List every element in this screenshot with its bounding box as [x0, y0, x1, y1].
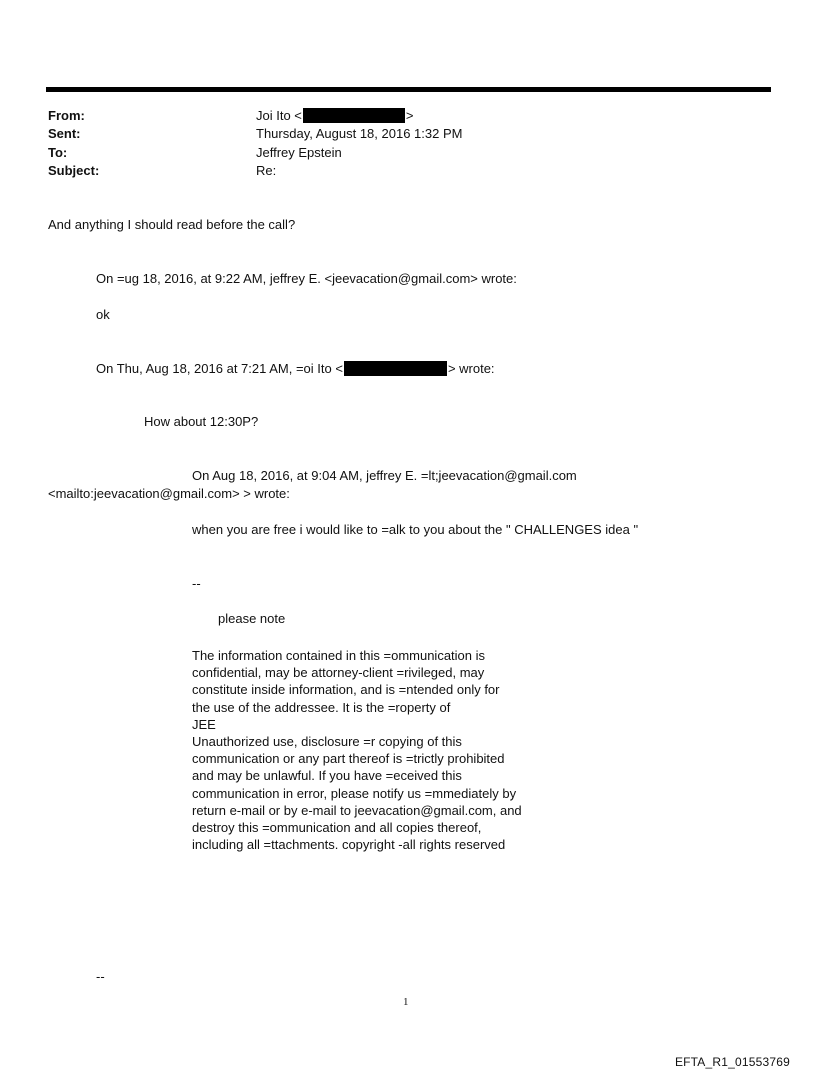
document-id: EFTA_R1_01553769 — [674, 1055, 790, 1069]
notice-line: destroy this =ommunication and all copies thereof, — [192, 820, 482, 836]
from-label: From: — [48, 108, 85, 123]
notice-line: communication or any part thereof is =trictly prohibited — [192, 751, 505, 767]
subject-label: Subject: — [48, 163, 100, 178]
quote2-intro — [96, 360, 495, 377]
quote3-intro-line1: On Aug 18, 2016, at 9:04 AM, jeffrey E. =lt;jeevacation@gmail.com — [192, 468, 577, 483]
from-bracket: > — [405, 108, 414, 123]
quote1-text: ok — [96, 307, 110, 322]
sent-value: Thursday, August 18, 2016 1:32 PM — [256, 126, 463, 141]
notice-line: the use of the addressee. It is the =roperty of — [192, 699, 451, 715]
page-number: 1 — [403, 996, 409, 1008]
signature-dash: -- — [192, 576, 201, 591]
quote3-text: when you are free i would like to =alk to you about the " CHALLENGES idea " — [192, 522, 639, 537]
redaction-box — [303, 108, 405, 123]
notice-line: The information contained in this =ommunication is — [192, 648, 486, 663]
redaction-box — [344, 361, 447, 376]
end-dash: -- — [96, 969, 105, 984]
please-note: please note — [218, 611, 286, 626]
quote2-intro-end: > wrote: — [447, 361, 495, 376]
subject-value: Re: — [256, 163, 277, 178]
notice-line: confidential, may be attorney-client =rivileged, may — [192, 665, 485, 681]
to-label: To: — [48, 145, 68, 160]
quote2-text: How about 12:30P? — [144, 414, 259, 429]
notice-line: including all =ttachments. copyright -all rights reserved — [192, 837, 506, 853]
body-line-1: And anything I should read before the call? — [48, 217, 296, 232]
from-value — [256, 107, 413, 124]
header-rule — [46, 87, 771, 92]
notice-line: Unauthorized use, disclosure =r copying of this — [192, 734, 462, 750]
notice-line: communication in error, please notify us =mmediately by — [192, 785, 517, 801]
to-value: Jeffrey Epstein — [256, 145, 342, 160]
notice-line: constitute inside information, and is =ntended only for — [192, 682, 500, 698]
from-name: Joi Ito < — [256, 108, 302, 123]
notice-line: return e-mail or by e-mail to jeevacation@gmail.com, and — [192, 802, 522, 818]
notice-line: JEE — [192, 716, 216, 732]
notice-line: and may be unlawful. If you have =eceived this — [192, 768, 462, 784]
confidentiality-notice — [192, 647, 522, 853]
sent-label: Sent: — [48, 126, 81, 141]
quote3-intro-line2: <mailto:jeevacation@gmail.com> > wrote: — [48, 486, 290, 501]
quote1-intro: On =ug 18, 2016, at 9:22 AM, jeffrey E. <jeevacation@gmail.com> wrote: — [96, 271, 517, 286]
quote2-intro-start: On Thu, Aug 18, 2016 at 7:21 AM, =oi Ito < — [96, 361, 343, 376]
